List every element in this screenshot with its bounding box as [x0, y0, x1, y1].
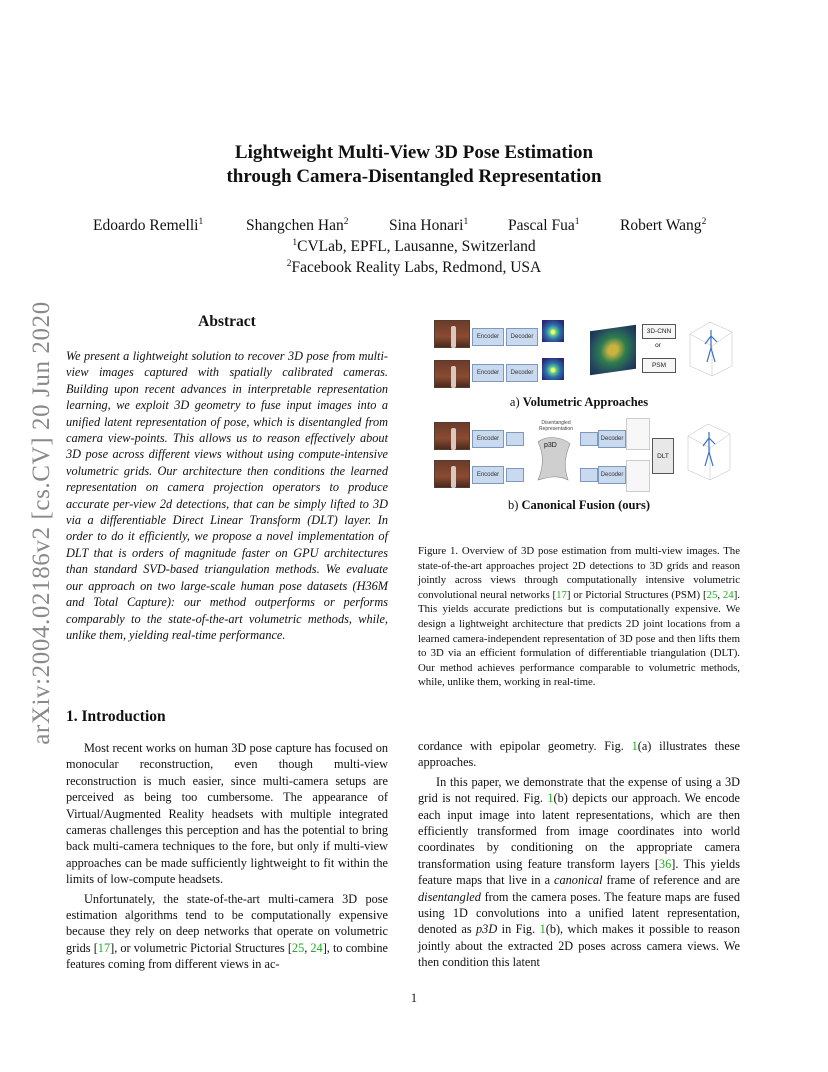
- section-heading-introduction: 1. Introduction: [66, 708, 166, 725]
- encoder-block: Encoder: [472, 430, 504, 448]
- title-line-1: Lightweight Multi-View 3D Pose Estimation: [234, 142, 594, 163]
- transform-block: [506, 468, 524, 482]
- title-line-2: through Camera-Disentangled Representation: [226, 166, 602, 187]
- figure-1-caption: Figure 1. Overview of 3D pose estimation from multi-view images. The state-of-the-art approaches project 2D detections to 3D grids and reason jointly across views through computationally intensive volumetric convolutional neural networks [17] or Pictorial Structures (PSM) [25, 24]. This yields accurate predictions but is computationally expensive. We design a lightweight architecture that predicts 2D joint locations from a learned camera-independent representation of 3D pose and then lifts them to 3D via an efficient formulation of differentiable triangulation (DLT). Our method achieves performance comparable to volumetric methods, while, unlike them, working in real-time.: [418, 545, 740, 689]
- transform-block: [580, 432, 598, 446]
- or-label: or: [655, 342, 661, 349]
- figure-1: [418, 302, 740, 532]
- citation-link[interactable]: 25: [706, 588, 718, 601]
- paragraph: In this paper, we demonstrate that the expense of using a 3D grid is not required. Fig. 1(b) depicts our approach. We encode each input image into latent representations, which are then efficiently transformed from image coordinates into world coordinates by conditioning on the appropriate camera transformation using feature transform layers [36]. This yields feature maps that live in a canonical frame of reference and are disentangled from the camera poses. The feature maps are fused using 1D convolutions into a unified latent representation, denoted as p3D in Fig. 1(b), which makes it possible to reason jointly about the extracted 2D poses across camera views. We then condition this latent: [418, 774, 740, 970]
- citation-link[interactable]: 17: [556, 588, 567, 601]
- paragraph: cordance with epipolar geometry. Fig. 1(a) illustrates these approaches.: [418, 739, 740, 770]
- math-p3d: p3D: [476, 922, 498, 937]
- affiliations: [0, 236, 828, 278]
- 2d-pose-image: [626, 460, 650, 492]
- affiliation: $^1$CVLab, EPFL, Lausanne, Switzerland: [292, 238, 536, 255]
- input-image-view-1: [434, 422, 470, 450]
- author: Pascal Fua$^1$: [508, 217, 580, 234]
- paragraph: Most recent works on human 3D pose capture has focused on monocular reconstruction, even though multi-view reconstruction is much easier, since multi-camera setups are perceived as being too cumbersome. The appearance of Virtual/Augmented Reality headsets with multiple integrated cameras challenges this perception and has the potential to bring back multi-camera techniques to the fore, but only if multi-view approaches can be made sufficiently lightweight to fit within the limits of low-compute headsets.: [66, 741, 388, 887]
- encoder-block: Encoder: [472, 364, 504, 382]
- decoder-block: Decoder: [506, 328, 538, 346]
- author: Sina Honari$^1$: [389, 217, 469, 234]
- 2d-pose-image: [626, 418, 650, 450]
- encoder-block: Encoder: [472, 328, 504, 346]
- figure-link[interactable]: 1: [547, 791, 554, 806]
- encoder-block: Encoder: [472, 466, 504, 484]
- input-image-view-2: [434, 360, 470, 388]
- input-image-view-1: [434, 320, 470, 348]
- subfigure-a-label: a) Volumetric Approaches: [509, 395, 649, 409]
- citation-link[interactable]: 24: [722, 588, 734, 601]
- decoder-block: Decoder: [598, 466, 626, 484]
- paper-title: [0, 141, 828, 189]
- intro-left-column: [66, 740, 388, 973]
- disentangled-label: Disentangled Representation: [539, 420, 573, 432]
- abstract-text: We present a lightweight solution to recover 3D pose from multi-view images captured with spatially calibrated cameras. Building upon recent advances in interpretable representation learning, we exploit 3D geometry to fuse input images into a unified latent representation of pose, which is disentangled from camera view-points. This allows us to reason effectively about 3D pose across different views without using compute-intensive volumetric grids. Our architecture then conditions the learned representation on camera projection operators to produce accurate per-view 2d detections, that can be simply lifted to 3D via a differentiable Direct Linear Transform (DLT) layer. In order to do it efficiently, we propose a novel implementation of DLT that is orders of magnitude faster on GPU architectures than standard SVD-based triangulation methods. We evaluate our approach on two large-scale human pose datasets (H36M and Total Capture): our method outperforms or performs comparably to the state-of-the-art volumetric methods, while, unlike them, yielding real-time performance.: [66, 349, 388, 642]
- citation-link[interactable]: 25: [291, 940, 305, 955]
- 3d-skeleton-figure: [686, 314, 736, 378]
- author: Robert Wang$^2$: [620, 217, 707, 234]
- 3d-skeleton-figure: [684, 414, 734, 484]
- input-image-view-2: [434, 460, 470, 488]
- subfigure-b-label: b) Canonical Fusion (ours): [507, 498, 651, 512]
- arxiv-stamp: [22, 288, 62, 758]
- psm-box: PSM: [642, 358, 676, 373]
- citation-link[interactable]: 17: [97, 940, 111, 955]
- transform-block: [580, 468, 598, 482]
- intro-right-column: [418, 738, 740, 971]
- citation-link[interactable]: 36: [658, 856, 672, 871]
- transform-block: [506, 432, 524, 446]
- author: Edoardo Remelli$^1$: [93, 217, 204, 234]
- paragraph: Unfortunately, the state-of-the-art multi-camera 3D pose estimation algorithms tend to be computationally expensive because they rely on deep networks that operate on volumetric grids [17], or volumetric Pictorial Structures [25, 24], to combine features coming from different views in ac-: [66, 891, 388, 972]
- figure-link[interactable]: 1: [631, 739, 638, 753]
- author: Shangchen Han$^2$: [246, 217, 349, 234]
- volumetric-grid-image: [590, 325, 636, 375]
- heatmap-image: [542, 320, 564, 342]
- decoder-block: Decoder: [506, 364, 538, 382]
- arxiv-stamp-text: arXiv:2004.02186v2 [cs.CV] 20 Jun 2020: [28, 301, 55, 745]
- cnn3d-box: 3D-CNN: [642, 324, 676, 339]
- dlt-box: DLT: [652, 438, 674, 474]
- citation-link[interactable]: 24: [310, 940, 323, 955]
- affiliation: $^2$Facebook Reality Labs, Redmond, USA: [286, 259, 542, 276]
- figure-link[interactable]: 1: [539, 922, 546, 937]
- p3d-label: p3D: [544, 442, 557, 449]
- page-number: 1: [410, 991, 418, 1005]
- heatmap-image: [542, 358, 564, 380]
- abstract-heading: Abstract: [198, 313, 256, 330]
- decoder-block: Decoder: [598, 430, 626, 448]
